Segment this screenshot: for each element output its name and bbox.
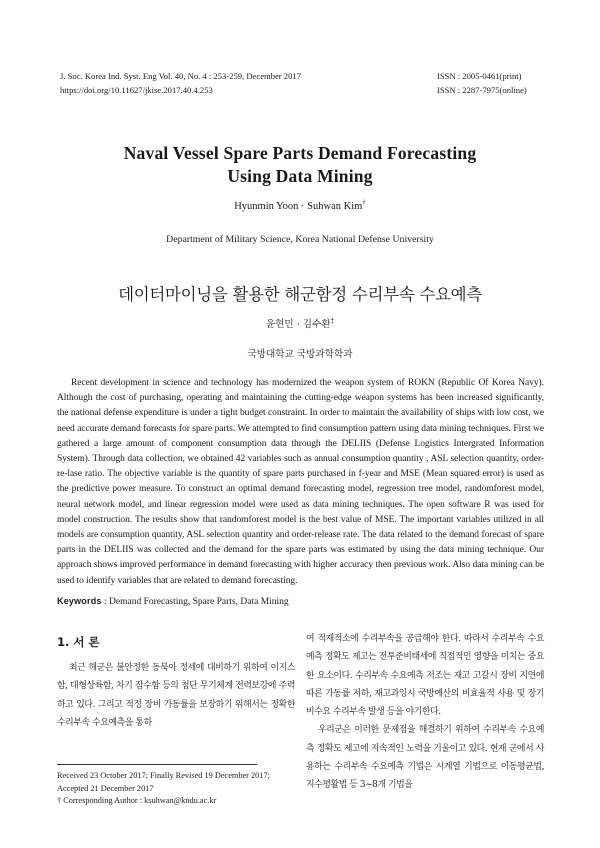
issn-block — [437, 69, 527, 97]
received-date: Received 23 October 2017; Finally Revised 19 December 2017; — [57, 771, 270, 780]
paper-title-en-line1: Naval Vessel Spare Parts Demand Forecasting — [123, 143, 477, 163]
authors-ko — [40, 316, 560, 330]
issn-online: ISSN : 2287-7975(online) — [437, 85, 527, 95]
intro-paragraph-1-continued: 여 적재적소에 수리부속을 공급해야 한다. 따라서 수리부속 수요예측 정확도 제고는 전투준비태세에 직접적인 영향을 미치는 중요한 요소이다. 수리부속 수요예측 저조는 재고 고갈시 장비 지연에 따른 가동률 저하, 재고과잉시 국방예산의 비효율적 사용 및 장기 비수요 수리부속 발생 등을 야기한다. — [306, 634, 544, 718]
body-column-right — [306, 630, 544, 795]
journal-header — [60, 69, 301, 97]
author-names-ko: 윤현민 · 김수환 — [265, 319, 331, 330]
footnote-divider — [57, 764, 257, 765]
keywords — [57, 596, 289, 607]
keywords-separator: : — [101, 597, 110, 607]
author-names-en: Hyunmin Yoon · Suhwan Kim — [234, 201, 363, 212]
accepted-date: Accepted 21 December 2017 — [57, 783, 154, 793]
intro-paragraph-2: 우리군은 이러한 문제점을 해결하기 위하여 수리부속 수요예측 정확도 제고에 지속적인 노력을 기울이고 있다. 현재 군에서 사용하는 수리부속 수요예측 기법은 시계열 기법으로 이동평균법, 지수평활법 등 3~8개 기법을 — [306, 725, 544, 791]
journal-citation: J. Soc. Korea Ind. Syst. Eng Vol. 40, No. 4 : 253-259, December 2017 — [60, 71, 301, 81]
corresponding-mark-ko: † — [330, 316, 335, 325]
body-column-left — [57, 659, 295, 732]
paper-title-en-line2: Using Data Mining — [227, 166, 373, 186]
corresponding-author: † Corresponding Author : ksuhwan@kndu.ac.kr — [57, 796, 217, 806]
abstract: Recent development in science and technology has modernized the weapon system of ROKN (Republic Of Korea Navy). Although the cost of purchasing, operating and maintaining the cutting-edge weapon systems has been increased significantly, the national defense expenditure is under a tight budget constraint. In order to maintain the availability of ships with low cost, we need accurate demand forecasts for spare parts. We attempted to find consumption pattern using data mining techniques. First we gathered a large amount of component consumption data through the DELIIS (Defense Logistics Intergrated Information System). Through data collection, we obtained 42 variables such as annual consumption quantity , ASL selection quantity, order-re-lase ratio. The objective variable is the quantity of spare parts purchased in f-year and MSE (Mean squared error) is used as the predictive power measure. To construct an optimal demand forecasting model, regression tree model, randomforest model, neural network model, and linear regression model were used as data mining techniques. The open software R was used for model construction. The results show that randomforest model is the best value of MSE. The important variables utilized in all models are consumption quantity, ASL selection quantity and order-release rate. The data related to the demand forecast of spare parts in the DELIIS was collected and the demand for the spare parts was estimated by using the data mining technique. Our approach shows improved performance in demand forecasting with higher accuracy then previous work. Also data mining can be used to identify variables that are related to demand forecasting. — [57, 378, 544, 586]
keywords-label: Keywords — [57, 596, 102, 606]
footnote — [57, 770, 302, 808]
authors-en — [40, 198, 560, 212]
section-heading-introduction: 1. 서 론 — [57, 635, 100, 649]
intro-paragraph-1: 최근 해군은 불안정한 동북아 정세에 대비하기 위하여 이지스함, 대형상륙함, 차기 잠수함 등의 첨단 무기체계 전력보강에 주력하고 있다. 그리고 적정 장비 가동률을 보장하기 위해서는 정확한 수리부속 수요예측을 통하 — [57, 663, 295, 728]
keywords-text: Demand Forecasting, Spare Parts, Data Mining — [109, 597, 289, 607]
paper-title-ko: 데이터마이닝을 활용한 해군함정 수리부속 수요예측 — [118, 285, 482, 304]
paper-title-en — [40, 142, 560, 188]
corresponding-mark-en: † — [362, 198, 366, 207]
affiliation-ko: 국방대학교 국방과학학과 — [247, 349, 353, 360]
issn-print: ISSN : 2005-0461(print) — [437, 71, 522, 81]
doi-link[interactable]: https://doi.org/10.11627/jkise.2017.40.4.253 — [60, 85, 213, 95]
affiliation-en: Department of Military Science, Korea National Defense University — [166, 234, 434, 245]
